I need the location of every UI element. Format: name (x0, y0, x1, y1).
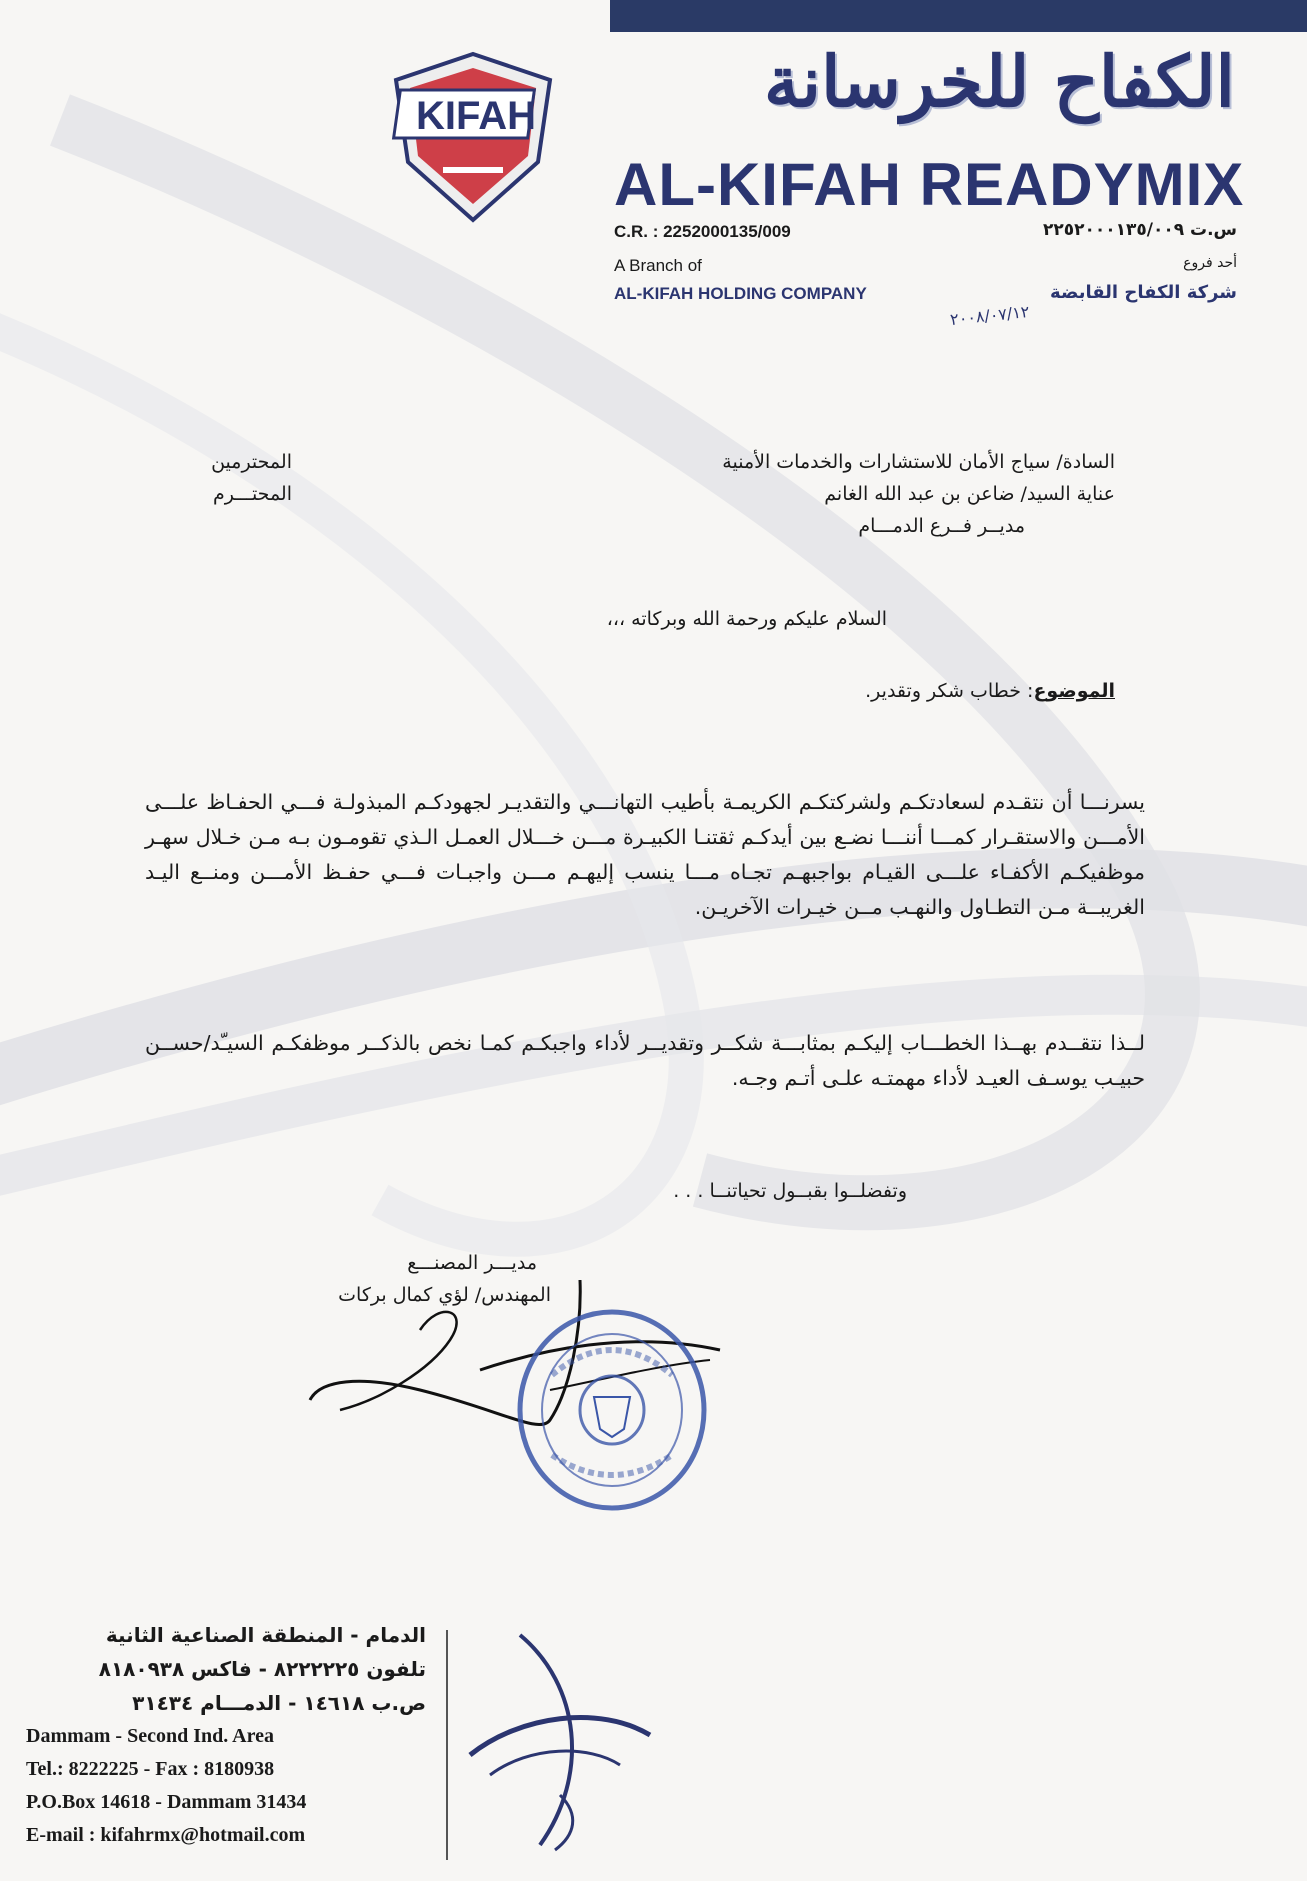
kifah-logo (388, 50, 558, 225)
recipient-line-3: مديــر فــرع الدمـــام (858, 515, 1025, 537)
footer-divider (446, 1630, 448, 1860)
honorific-2: المحتـــرم (213, 483, 292, 505)
svg-text:KIFAH: KIFAH (416, 94, 536, 138)
footer-address-en: Dammam - Second Ind. Area (26, 1725, 274, 1747)
subject-line (865, 680, 1115, 702)
greeting: السلام عليكم ورحمة الله وبركاته ،،، (606, 608, 887, 630)
recipient-line-1: السادة/ سياج الأمان للاستشارات والخدمات الأمنية (722, 451, 1115, 473)
footer-phone-ar: تلفون ٨٢٢٢٢٢٥ - فاكس ٨١٨٠٩٣٨ (98, 1657, 426, 1681)
body-paragraph-2: لــذا نتقــدم بهــذا الخطـــاب إليكـم بمثابـــة شكــر وتقديــر لأداء واجبكـم كمـا نخص بالذكــر موظفكـم السيـّد/حســن حبيـب يوسـف العيـد لأداء مهمتـه علـى أتـم وجـه. (145, 1031, 1145, 1090)
honorifics-block (180, 446, 292, 510)
closing-line: وتفضلــوا بقبــول تحياتنــا . . . (673, 1180, 907, 1202)
footer-swirl-mark (460, 1625, 660, 1865)
commercial-registration-en: C.R. : 2252000135/009 (614, 222, 791, 241)
recipient-line-2: عناية السيد/ ضاعن بن عبد الله الغانم (824, 483, 1115, 505)
recipient-block (722, 446, 1115, 542)
holding-company-ar: شركة الكفاح القابضة (1050, 282, 1237, 303)
branch-of-label-ar: أحد فروع (1183, 255, 1237, 271)
brand-name-arabic: الكفاح للخرسانة (763, 40, 1235, 123)
footer-email: E-mail : kifahrmx@hotmail.com (26, 1824, 306, 1846)
subject-label: الموضوع (1033, 680, 1115, 702)
footer-phone-en: Tel.: 8222225 - Fax : 8180938 (26, 1758, 275, 1780)
subject-text: : خطاب شكر وتقدير. (865, 680, 1034, 702)
body-paragraph-1: يسرنـــا أن نتقـدم لسعادتكـم ولشركتكـم الكريمـة بأطيب التهانـــي والتقديـر لجهودكـم المبذولـة فـــي الحفـاظ علـــى الأمـــن والاستقـرار كمـــا أننـــا نضـع بين أيدكـم ثقتنـا الكبيـرة مـــن خـــلال العمـل الـذي تقومـون بـه مـن خـلال سهـر موظفيكـم الأكفـاء علـــى القيـام بواجبهـم تجـاه مـــا ينسب إليهـم مـــن واجبـات فـــي حفـظ الأمـــن ومنــع اليـد الغريبــة مـن التطـاول والنهـب مــن خيـرات الآخريـن. (145, 790, 1145, 919)
honorific-1: المحترمين (211, 451, 292, 473)
footer-contact (26, 1618, 426, 1852)
footer-address-ar-1: الدمام - المنطقة الصناعية الثانية (105, 1623, 426, 1647)
branch-of-label-en: A Branch of (614, 256, 702, 275)
commercial-registration-ar: س.ت ٢٢٥٢٠٠٠١٣٥/٠٠٩ (1042, 220, 1237, 240)
signer-name: المهندس/ لؤي كمال بركات (338, 1284, 551, 1306)
header-top-bar (610, 0, 1307, 32)
brand-name-english: AL-KIFAH READYMIX (614, 151, 1245, 218)
footer-pobox-en: P.O.Box 14618 - Dammam 31434 (26, 1791, 307, 1813)
company-stamp (512, 1305, 712, 1515)
signer-title: مديـــر المصنـــع (407, 1252, 537, 1274)
holding-company-en: AL-KIFAH HOLDING COMPANY (614, 284, 867, 303)
footer-pobox-ar: ص.ب ١٤٦١٨ - الدمـــام ٣١٤٣٤ (132, 1691, 426, 1715)
date-stamp: ٢٠٠٨/٠٧/١٢ (949, 301, 1031, 330)
